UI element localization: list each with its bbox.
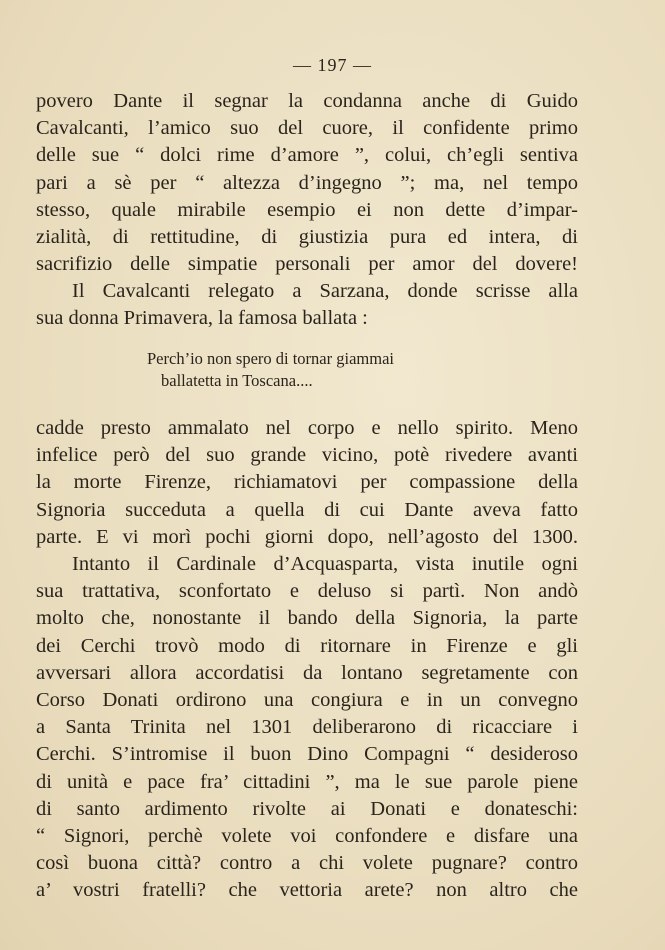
text-line: Signoria succeduta a quella di cui Dante aveva fatto	[36, 498, 578, 521]
text-line: sua trattativa, sconfortato e deluso si partì. Non andò	[36, 580, 578, 603]
text-line: povero Dante il segnar la condanna anche di Guido	[36, 90, 578, 112]
text-line: di santo ardimento rivolte ai Donati e donateschi:	[36, 797, 578, 820]
verse-line: ballatetta in Toscana....	[161, 371, 313, 390]
text-line: dei Cerchi trovò modo di ritornare in Firenze e gli	[36, 634, 578, 657]
text-line: Il Cavalcanti relegato a Sarzana, donde scrisse alla	[72, 280, 578, 302]
paragraph-2	[36, 278, 578, 332]
text-line: molto che, nonostante il bando della Signoria, la parte	[36, 607, 578, 630]
page-number: — 197 —	[293, 55, 372, 75]
text-line: cadde presto ammalato nel corpo e nello spirito. Meno	[36, 417, 578, 439]
verse-quote	[147, 348, 394, 392]
text-line: stesso, quale mirabile esempio ei non dette d’impar-	[36, 198, 578, 221]
paragraph-1	[36, 88, 578, 278]
paragraph-4	[36, 551, 578, 905]
text-line: parte. E vi morì pochi giorni dopo, nell’agosto del 1300.	[36, 525, 578, 548]
text-line: la morte Firenze, richiamatovi per compassione della	[36, 471, 578, 494]
text-line: Corso Donati ordirono una congiura e in un convegno	[36, 689, 578, 712]
text-line: infelice però del suo grande vicino, potè rivedere avanti	[36, 444, 578, 467]
text-line: delle sue “ dolci rime d’amore ”, colui, ch’egli sentiva	[36, 144, 578, 167]
text-line: pari a sè per “ altezza d’ingegno ”; ma, nel tempo	[36, 171, 578, 194]
text-line: così buona città? contro a chi volete pugnare? contro	[36, 852, 578, 875]
text-line: Cerchi. S’intromise il buon Dino Compagni “ desideroso	[36, 743, 578, 766]
text-line: Intanto il Cardinale d’Acquasparta, vista inutile ogni	[72, 553, 578, 575]
verse-line: Perch’io non spero di tornar giammai	[147, 349, 394, 368]
text-line: a’ vostri fratelli? che vettoria arete? non altro che	[36, 879, 578, 902]
text-line: sacrifizio delle simpatie personali per amor del dovere!	[36, 253, 578, 276]
text-line: avversari allora accordatisi da lontano segretamente con	[36, 661, 578, 684]
text-line: “ Signori, perchè volete voi confondere e disfare una	[36, 825, 578, 848]
text-line: sua donna Primavera, la famosa ballata :	[36, 307, 368, 330]
text-line: Cavalcanti, l’amico suo del cuore, il confidente primo	[36, 117, 578, 140]
text-line: a Santa Trinita nel 1301 deliberarono di ricacciare i	[36, 716, 578, 739]
paragraph-3	[36, 415, 578, 551]
text-line: di unità e pace fra’ cittadini ”, ma le sue parole piene	[36, 770, 578, 793]
text-line: zialità, di rettitudine, di giustizia pura ed intera, di	[36, 226, 578, 249]
